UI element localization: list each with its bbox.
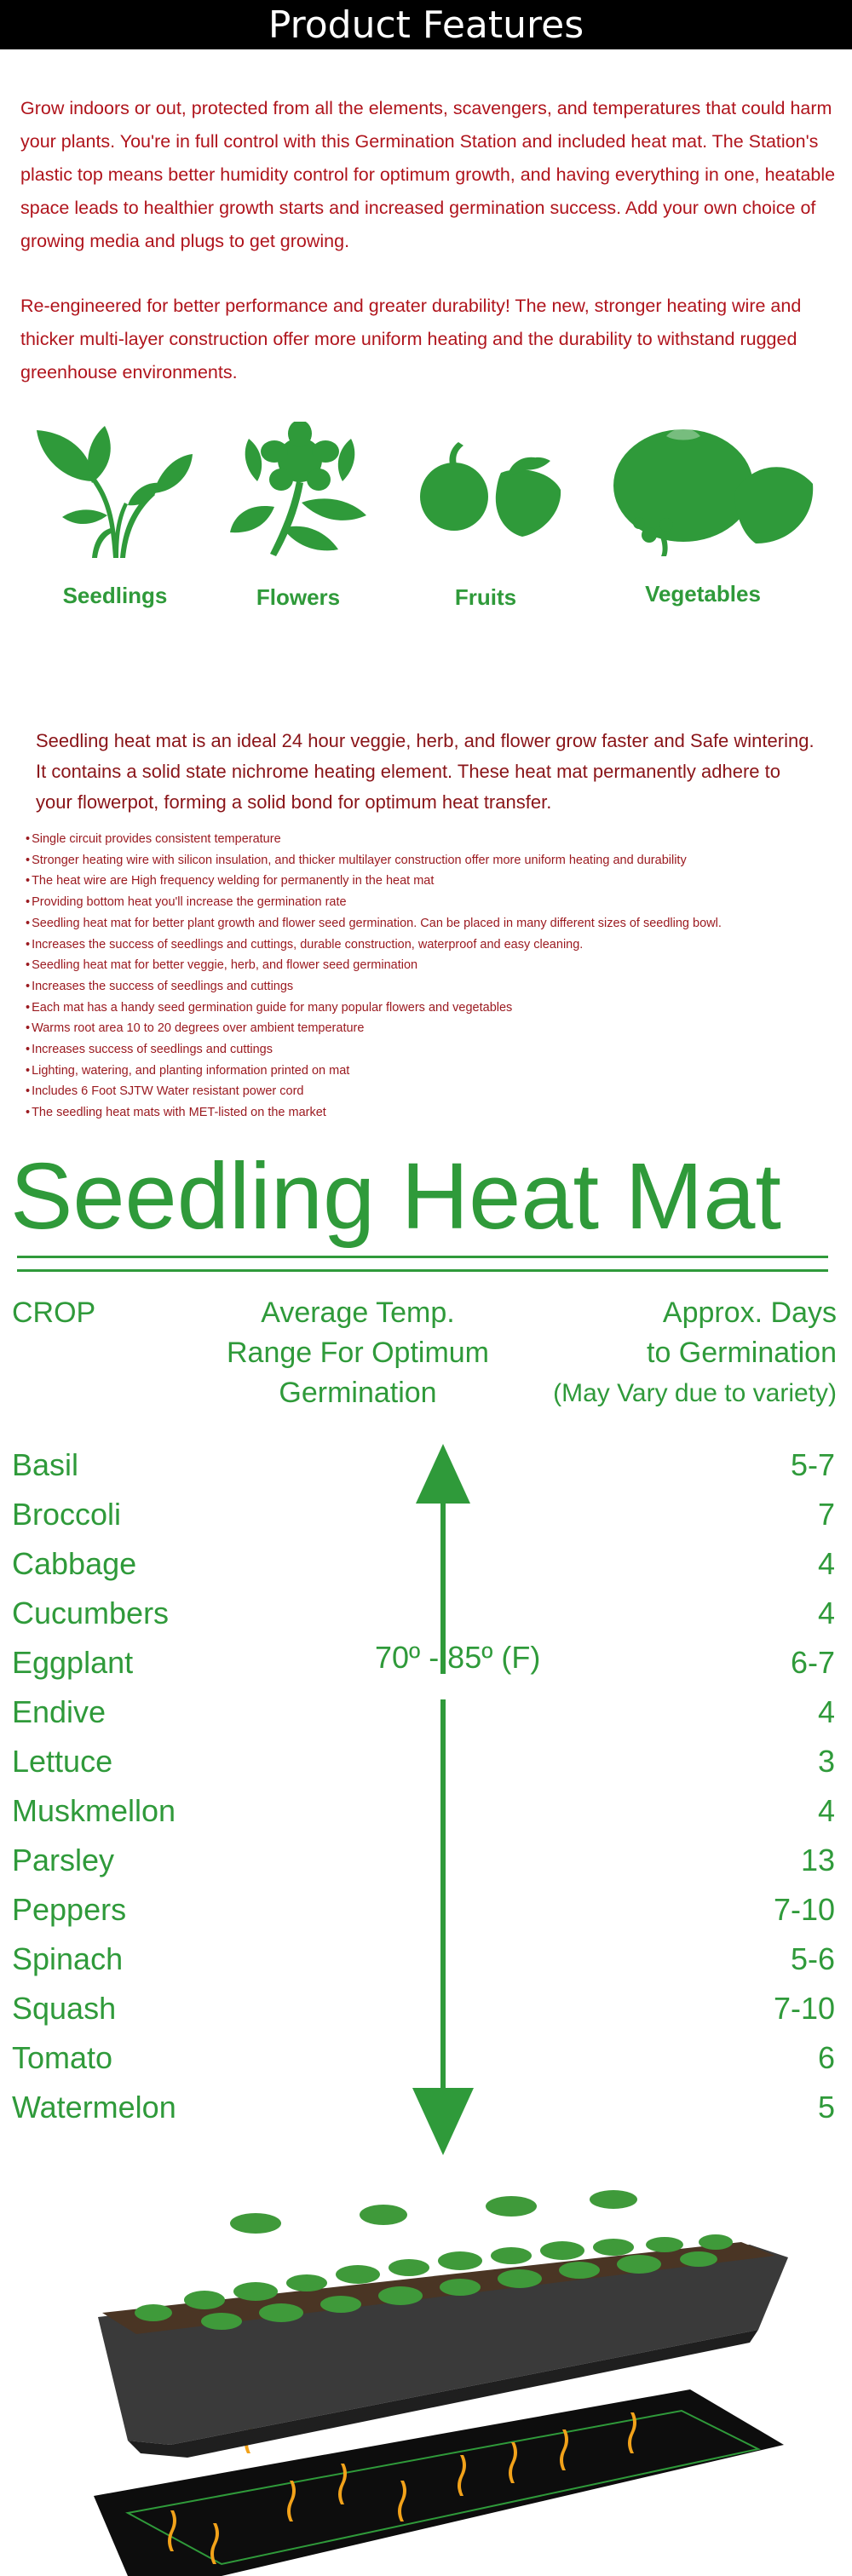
feature-item: • Each mat has a handy seed germination guide for many popular flowers and vegetables (26, 998, 835, 1019)
column-header-temperature (196, 1293, 520, 1413)
feature-item: • Increases success of seedlings and cuttings (26, 1039, 835, 1061)
column-header-temperature-line: Range For Optimum (227, 1337, 489, 1369)
germination-days: 6-7 (790, 1645, 835, 1680)
germination-days: 4 (817, 1546, 835, 1581)
temperature-range-arrow (400, 1444, 486, 2155)
intro-paragraph-1: Grow indoors or out, protected from all the elements, scavengers, and temperatures that could harm your plants. You're in full control with this Germination Station and included heat mat. The Station's plastic top means better humidity control for optimum growth, and having everything in one, heatable space leads to healthier growth starts and increased germination success. Add your own choice of growing media and plugs to get growing. (20, 98, 836, 251)
feature-item: • Warms root area 10 to 20 degrees over ambient temperature (26, 1018, 835, 1039)
crop-name: Tomato (12, 2040, 113, 2075)
column-header-days-line: Approx. Days (662, 1297, 837, 1329)
feature-item: • Increases the success of seedlings and cuttings (26, 976, 835, 998)
feature-item: • Lighting, watering, and planting information printed on mat (26, 1061, 835, 1082)
feature-list (26, 829, 835, 1124)
category-label-seedlings: Seedlings (62, 583, 168, 608)
crop-name: Peppers (12, 1892, 127, 1927)
germination-days: 7-10 (773, 1892, 835, 1927)
crop-name: Basil (12, 1447, 79, 1482)
germination-days: 6 (817, 2040, 835, 2075)
column-header-days-line: to Germination (647, 1337, 837, 1369)
germination-days: 3 (817, 1744, 835, 1779)
feature-item: • Providing bottom heat you'll increase the germination rate (26, 892, 835, 913)
description-paragraph: Seedling heat mat is an ideal 24 hour veggie, herb, and flower grow faster and Safe wintering. It contains a solid state nichrome heating element. These heat mat permanently adhere to your flowerpot, forming a solid bond for optimum heat transfer. (36, 730, 815, 813)
page-header (0, 0, 852, 49)
guide-title: Seedling Heat Mat (10, 1144, 781, 1249)
arrow-up-head (416, 1444, 470, 1504)
feature-item: • Seedling heat mat for better plant growth and flower seed germination. Can be placed in many different sizes of seedling bowl. (26, 913, 835, 934)
crop-name: Eggplant (12, 1645, 134, 1680)
germination-days: 4 (817, 1694, 835, 1729)
flower-icon (223, 422, 377, 562)
feature-item: • Increases the success of seedlings and cuttings, durable construction, waterproof and easy cleaning. (26, 934, 835, 956)
seedling-icon (32, 422, 194, 562)
column-header-temperature-line: Germination (279, 1377, 437, 1409)
germination-days: 4 (817, 1596, 835, 1630)
category-label-fruits: Fruits (454, 584, 517, 610)
crop-name: Parsley (12, 1843, 115, 1877)
column-header-crop: CROP (12, 1297, 96, 1329)
crop-name: Cabbage (12, 1546, 137, 1581)
crop-name: Watermelon (12, 2090, 176, 2125)
intro-paragraph-2: Re-engineered for better performance and greater durability! The new, stronger heating wire and thicker multi-layer construction offer more uniform heating and the durability to withstand rugged greenhouse environments. (20, 296, 802, 382)
heat-mat-tray-illustration (0, 2164, 852, 2576)
category-label-flowers: Flowers (256, 584, 341, 610)
page-title: Product Features (268, 3, 584, 47)
germination-days: 5-6 (790, 1941, 835, 1976)
temperature-range: 70º - 85º (F) (375, 1640, 541, 1675)
germination-days: 7-10 (773, 1991, 835, 2026)
crop-name: Squash (12, 1991, 117, 2026)
crop-name: Muskmellon (12, 1793, 176, 1828)
crop-name: Endive (12, 1694, 106, 1729)
column-header-temperature-line: Average Temp. (261, 1297, 455, 1329)
feature-item: • The seedling heat mats with MET-listed on the market (26, 1102, 835, 1124)
arrow-down-shaft (440, 1699, 446, 2096)
crop-name: Lettuce (12, 1744, 113, 1779)
feature-item: • Stronger heating wire with silicon insulation, and thicker multilayer construction offer more uniform heating and durability (26, 850, 835, 871)
crop-name: Cucumbers (12, 1596, 170, 1630)
feature-item: • Includes 6 Foot SJTW Water resistant power cord (26, 1081, 835, 1102)
crop-name: Broccoli (12, 1497, 122, 1532)
germination-days: 5 (817, 2090, 835, 2125)
crop-name: Spinach (12, 1941, 124, 1976)
germination-days: 13 (800, 1843, 835, 1877)
title-divider-bottom (17, 1269, 828, 1272)
vegetable-icon (607, 424, 815, 561)
title-divider-top (17, 1256, 828, 1258)
fruit-icon (416, 439, 569, 545)
column-header-days-line: (May Vary due to variety) (553, 1379, 837, 1407)
arrow-down-head (412, 2088, 474, 2155)
column-header-days (553, 1293, 837, 1413)
category-label-vegetables: Vegetables (645, 581, 761, 607)
germination-days: 7 (817, 1497, 835, 1532)
germination-days: 4 (817, 1793, 835, 1828)
feature-item: • Single circuit provides consistent temperature (26, 829, 835, 850)
feature-item: • Seedling heat mat for better veggie, herb, and flower seed germination (26, 955, 835, 976)
germination-days: 5-7 (790, 1447, 835, 1482)
feature-item: • The heat wire are High frequency welding for permanently in the heat mat (26, 871, 835, 892)
